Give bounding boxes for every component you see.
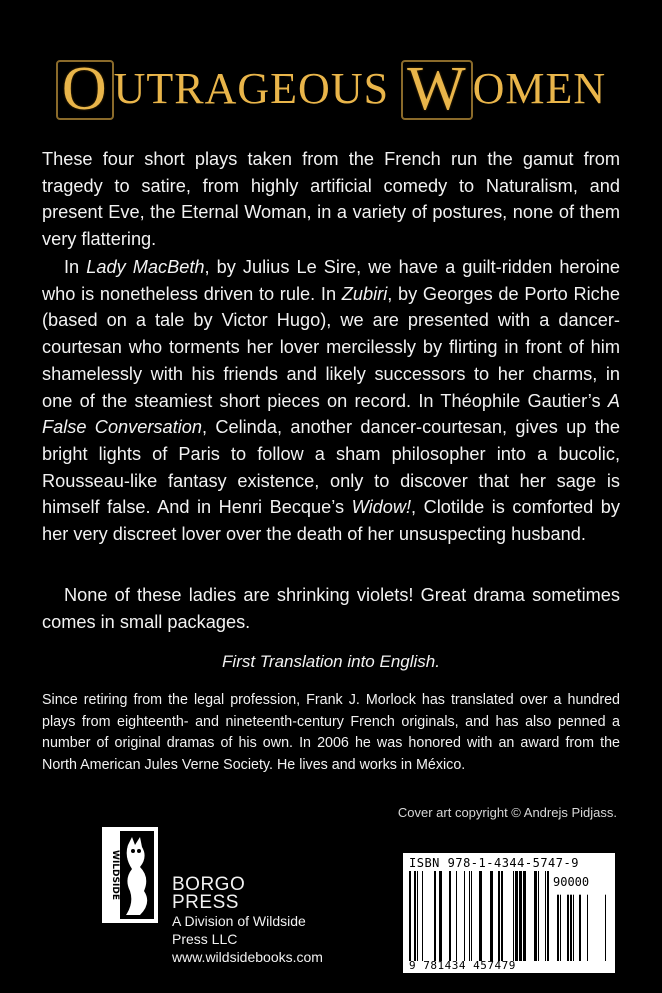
description-paragraph-2: In Lady MacBeth, by Julius Le Sire, we have a guilt-ridden heroine who is nonetheless driven to rule. In Zubiri, by Georges de Porto Riche (based on a tale by Victor Hugo), we are presented with a dancer-courtesan who torments her lover mercilessly by flirting in front of him shamelessly with his friends and likely successors to her charms, in one of the steamiest short pieces on record. In Théophile Gautier’s A False Conversation, Celinda, another dancer-courtesan, gives up the bright lights of Paris to follow a sham philosopher into a bucolic, Rousseau-like fantasy existence, only to discover that her sage is himself false. And in Henri Becque’s Widow!, Clotilde is comforted by her very discreet lover over the death of her unsuspecting husband.: [42, 257, 621, 545]
publisher-name: BORGO PRESS: [172, 874, 246, 913]
publisher-division: A Division of Wildside Press LLC: [172, 913, 306, 947]
price-code: 90000: [553, 875, 590, 889]
description-paragraph-1: These four short plays taken from the French run the gamut from tragedy to satire, from highly artificial comedy to Naturalism, and present Eve, the Eternal Woman, in a variety of postures, none of them very flattering.: [42, 149, 620, 250]
wildside-logo-icon: [100, 825, 160, 925]
publisher-url: www.wildsidebooks.com: [172, 949, 323, 965]
isbn-barcode: [403, 853, 615, 973]
title-initial-w: W: [401, 60, 473, 120]
play-title-widow: Widow!: [351, 497, 412, 518]
publisher-block: [172, 874, 323, 966]
title-word-1: UTRAGEOUS: [113, 64, 390, 113]
logo-text: WILDSIDE: [110, 850, 120, 900]
play-title-false-conversation: A False Conversation: [42, 390, 620, 438]
author-bio: Since retiring from the legal profession, Frank J. Morlock has translated over a hundred plays from eighteenth- and nineteenth-century French originals, and has also penned a number of original dramas of his own. In 2006 he was honored with an award from the North American Jules Verne Society. He lives and works in México.: [42, 692, 620, 773]
isbn-text: ISBN 978-1-4344-5747-9: [409, 856, 579, 870]
play-title-lady-macbeth: Lady MacBeth: [86, 257, 205, 277]
play-title-zubiri: Zubiri: [341, 283, 388, 304]
first-translation-note: First Translation into English.: [222, 652, 440, 671]
ean-digits: 9 781434 457479: [409, 959, 516, 972]
description-paragraph-3: None of these ladies are shrinking violets! Great drama sometimes comes in small packages.: [42, 585, 620, 632]
book-title: [0, 55, 662, 123]
title-word-2: OMEN: [472, 64, 607, 113]
title-initial-o: O: [56, 60, 114, 120]
cover-art-credit: Cover art copyright © Andrejs Pidjass.: [397, 805, 617, 820]
